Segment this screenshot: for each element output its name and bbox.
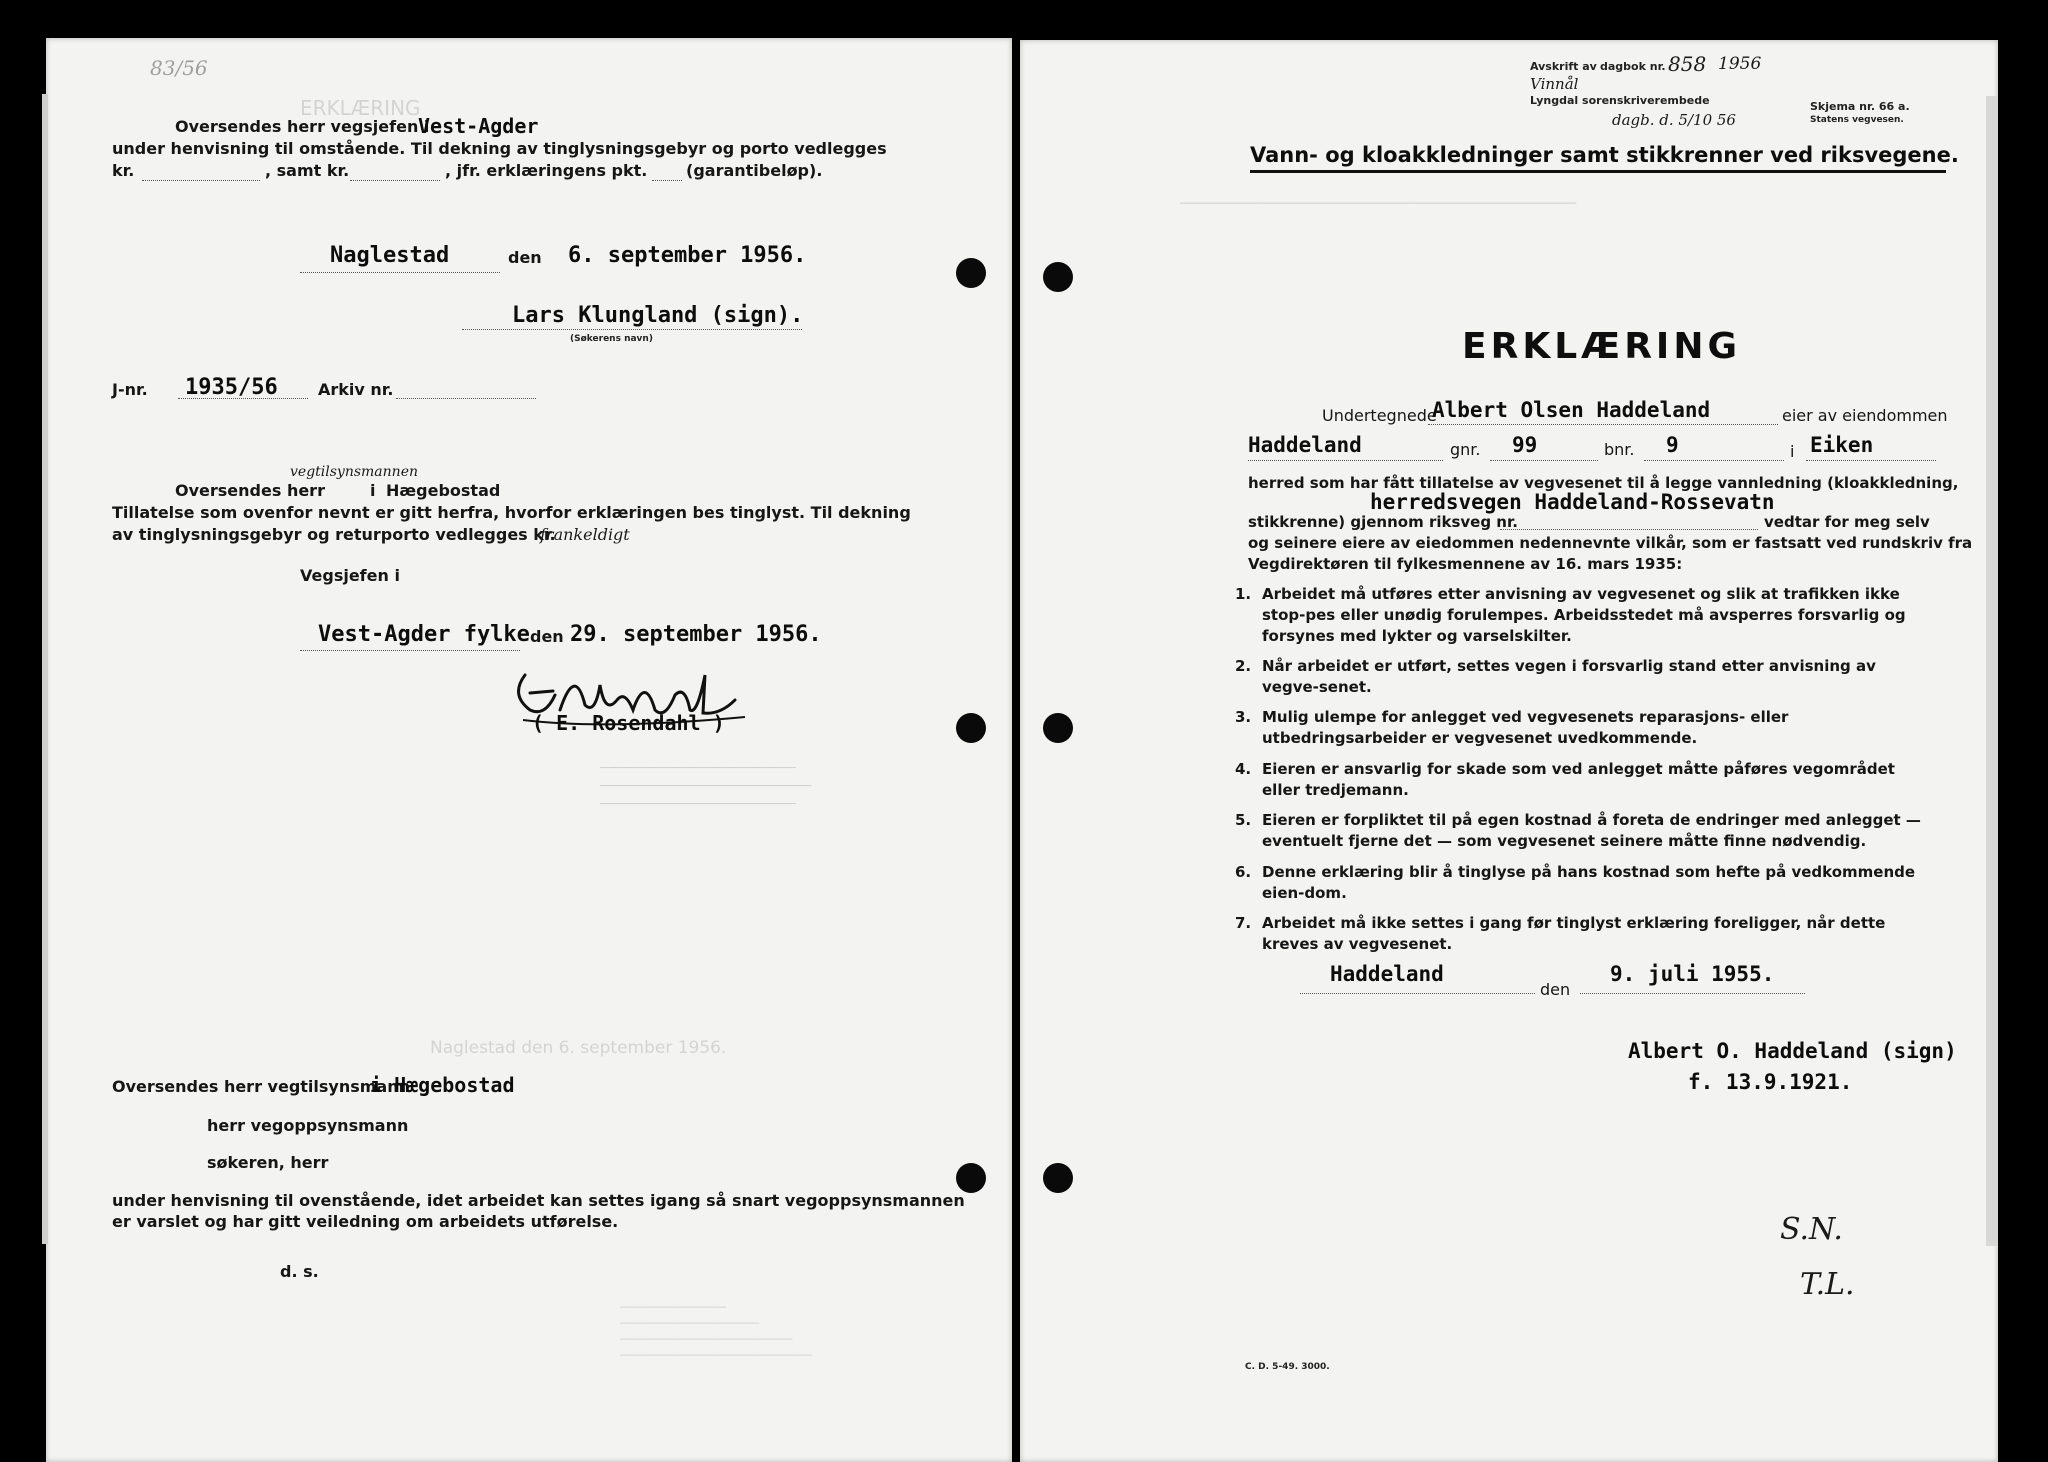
decl-text-1: herred som har fått tillatelse av vegvesenet til å legge vannledning (kloakkledning, [1248,474,1959,492]
condition-number: 4. [1235,760,1252,778]
date-1: 6. september 1956. [568,243,807,268]
transmittal-1-pkt: , jfr. erklæringens pkt. [445,161,648,180]
transmittal-2-i: i [370,481,376,500]
bleed-through-footnotes: ──────────────── ───────────────────── ────────────────────────── ───────────────────────────── [620,1301,813,1362]
heading-underline [1250,170,1946,173]
property-line [1248,460,1443,461]
place-1-line [300,272,500,273]
condition-item [1235,862,1930,904]
transmittal-1-line-1-prefix: Oversendes herr vegsjefen i [175,117,430,136]
condition-item [1235,584,1930,647]
condition-item [1235,759,1930,801]
transmittal-3-line-4: under henvisning til ovenstående, idet arbeidet kan settes igang så snart vegoppsynsmannen [112,1191,965,1210]
initials-1: S.N. [1780,1212,1843,1247]
journal-label: J-nr. [112,380,148,399]
property-name: Haddeland [1248,433,1362,457]
gnr-line [1490,460,1598,461]
transmittal-1-guarantee: (garantibeløp). [686,161,823,180]
handwritten-amount: frankeldigt [540,525,630,544]
page-edge [1986,96,1998,1246]
right-page [1020,40,1998,1462]
condition-text: Eieren er forpliktet til på egen kostnad å foreta de endringer med anlegget — eventuelt fjerne det — som vegvesenet seinere måtte finne nødvendig. [1262,811,1921,850]
stamp-line-3: Lyngdal sorenskriverembede [1530,94,1710,107]
journal-number: 1935/56 [185,375,278,400]
vegsjef-date: 29. september 1956. [570,622,822,647]
form-ref-1: Skjema nr. 66 a. [1810,100,1910,113]
punch-hole [956,1163,986,1193]
condition-item [1235,810,1930,852]
transmittal-1-samt: , samt kr. [265,161,350,180]
transmittal-1-recipient: Vest-Agder [418,114,539,138]
vegsjef-place-line [300,650,520,651]
condition-text: Arbeidet må utføres etter anvisning av vegvesenet og slik at trafikken ikke stop-pes eller unødig forulempes. Arbeidsstedet må avsperres forsvarlig og forsynes med lykter og varselskilter. [1262,585,1906,645]
decl-text-2-prefix: stikkrenne) gjennom riksveg nr. [1248,513,1518,531]
condition-text: Arbeidet må ikke settes i gang før tinglyst erklæring foreligger, når dette kreves av vegvesenet. [1262,914,1886,953]
archive-label: Arkiv nr. [318,380,394,399]
transmittal-3-line-5: er varslet og har gitt veiledning om arbeidets utførelse. [112,1212,619,1231]
stamp-dagbok: dagbok nr. [1600,60,1666,73]
decl-born: f. 13.9.1921. [1688,1070,1853,1094]
decl-place-line [1300,993,1535,994]
condition-item [1235,656,1930,698]
transmittal-2-prefix: Oversendes herr [175,481,325,500]
condition-item [1235,707,1930,749]
i-label: i [1790,442,1795,461]
owner-label: eier av eiendommen [1782,406,1948,425]
vegsjef-label: Vegsjefen i [300,566,400,585]
condition-number: 6. [1235,863,1252,881]
applicant-caption: (Søkerens navn) [570,334,653,344]
bleed-through-date: Naglestad den 6. september 1956. [430,1038,727,1058]
decl-text-2-suffix: vedtar for meg selv [1764,513,1930,531]
bnr-line [1644,460,1784,461]
transmittal-1-kr: kr. [112,161,135,180]
municipality: Eiken [1810,433,1874,457]
transmittal-1-line-2: under henvisning til omstående. Til dekning av tinglysningsgebyr og porto vedlegges [112,139,887,158]
condition-item [1235,913,1930,955]
initials-2: T.L. [1800,1267,1855,1302]
document-heading: Vann- og kloakkledninger samt stikkrenner ved riksvegene. [1250,143,1959,167]
binding-gap [1012,0,1020,1462]
undersigned-label: Undertegnede [1322,406,1437,425]
decl-date: 9. juli 1955. [1610,962,1775,986]
bleed-through-lines: ───────────────────────── ─────────────────────────── ───────────────────────── [600,761,812,812]
vegsjef-name: ( E. Rosendahl ) [532,711,725,735]
transmittal-3-line-3: søkeren, herr [207,1153,329,1172]
punch-hole [956,713,986,743]
transmittal-2-line-3: av tinglysningsgebyr og returporto vedlegges kr. [112,525,556,544]
bleed-through: ERKLÆRING [300,96,421,120]
transmittal-2-place: Hægebostad [386,481,501,500]
stamp-line-2: Vinnål [1530,75,1579,93]
punch-hole [1043,1163,1073,1193]
decl-signature: Albert O. Haddeland (sign) [1628,1039,1957,1063]
condition-number: 3. [1235,708,1252,726]
condition-number: 2. [1235,657,1252,675]
bnr-value: 9 [1666,433,1679,457]
bleed-through-top: ─────────────────────────────────────────────── [1180,196,1577,212]
samt-line [350,180,440,181]
transmittal-2-line-2: Tillatelse som ovenfor nevnt er gitt herfra, hvorfor erklæringen bes tinglyst. Til dekning [112,503,911,522]
gnr-label: gnr. [1450,440,1481,459]
punch-hole [1043,262,1073,292]
decl-text-4: Vegdirektøren til fylkesmennene av 16. mars 1935: [1248,555,1683,573]
condition-text: Mulig ulempe for anlegget ved vegvesenets reparasjons- eller utbedringsarbeider er vegvesenet uvedkommende. [1262,708,1789,747]
kr-line [142,180,260,181]
journal-line [178,398,308,399]
closing-ds: d. s. [280,1262,319,1281]
road-name: herredsvegen Haddeland-Rossevatn [1370,490,1775,514]
pkt-line [652,180,682,181]
condition-text: Denne erklæring blir å tinglyse på hans kostnad som hefte på vedkommende eien-dom. [1262,863,1916,902]
undersigned-line [1428,424,1778,425]
decl-place: Haddeland [1330,962,1444,986]
stamp-line-4: dagb. d. 5/10 56 [1612,111,1736,129]
print-code: C. D. 5-49. 3000. [1245,1362,1330,1372]
condition-number: 1. [1235,585,1252,603]
undersigned-name: Albert Olsen Haddeland [1432,398,1711,422]
stamp-avskrift: Avskrift av [1530,60,1597,73]
condition-number: 7. [1235,914,1252,932]
transmittal-3-prefix: Oversendes herr vegtilsynsmann [112,1077,410,1096]
archive-line [396,398,536,399]
vegsjef-den: den [530,627,564,646]
bnr-label: bnr. [1604,440,1635,459]
applicant-name: Lars Klungland (sign). [512,303,804,328]
decl-date-line [1580,993,1805,994]
transmittal-3-line-2: herr vegoppsynsmann [207,1116,409,1135]
page-edge [42,94,48,1244]
transmittal-3-place: i Hægebostad [370,1073,515,1097]
form-ref-2: Statens vegvesen. [1810,115,1904,125]
den-1: den [508,248,542,267]
punch-hole [956,258,986,288]
gnr-value: 99 [1512,433,1538,457]
punch-hole [1043,713,1073,743]
condition-number: 5. [1235,811,1252,829]
decl-den: den [1540,980,1571,999]
municipality-line [1806,460,1936,461]
stamp-number: 83/56 [150,56,208,80]
stamp-year: 1956 [1718,54,1762,74]
document-title: ERKLÆRING [1462,326,1741,367]
applicant-line [462,329,802,330]
decl-text-3: og seinere eiere av eiedommen nedennevnte vilkår, som er fastsatt ved rundskriv fra [1248,534,1973,552]
stamp-number: 858 [1668,52,1707,76]
handwritten-role: vegtilsynsmannen [290,464,418,480]
place-1: Naglestad [330,243,450,268]
road-line [1500,529,1758,530]
vegsjef-place: Vest-Agder fylke [318,622,530,647]
condition-text: Eieren er ansvarlig for skade som ved anlegget måtte påføres vegområdet eller tredjemann. [1262,760,1895,799]
condition-text: Når arbeidet er utført, settes vegen i forsvarlig stand etter anvisning av vegve-senet. [1262,657,1876,696]
